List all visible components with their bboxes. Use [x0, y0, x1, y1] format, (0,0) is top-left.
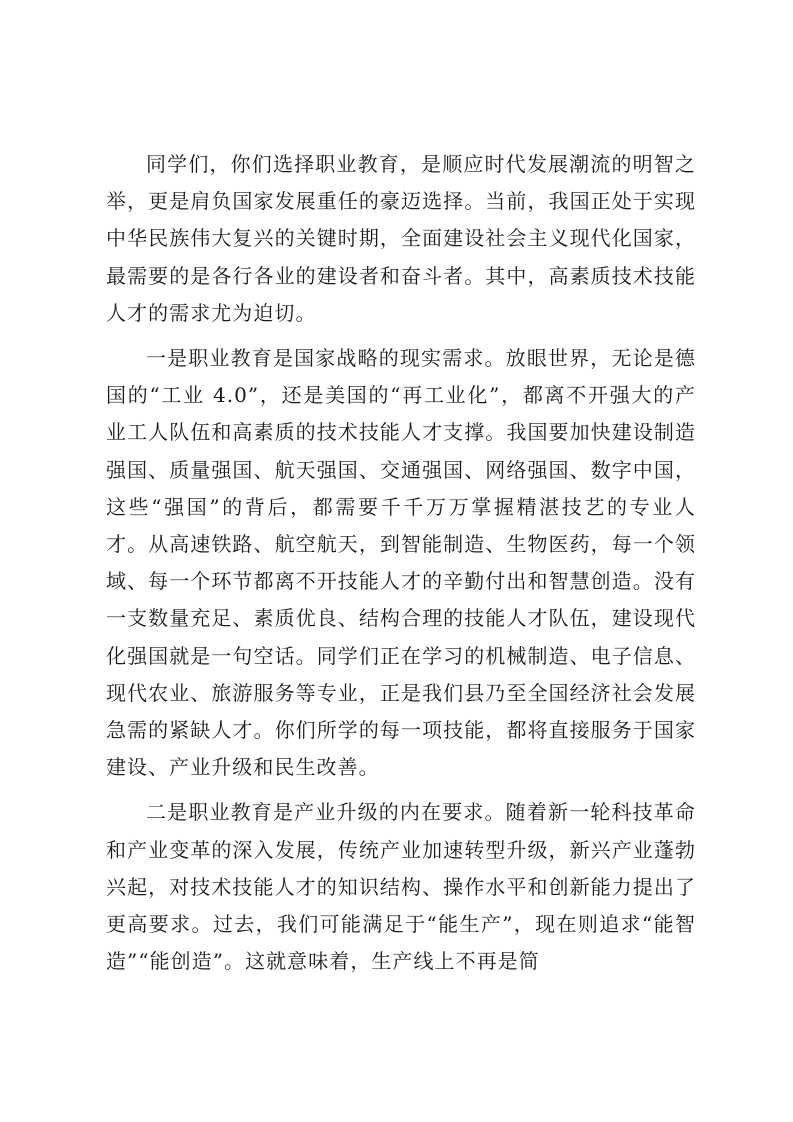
paragraph-industrial-upgrade: 二是职业教育是产业升级的内在要求。随着新一轮科技革命和产业变革的深入发展，传统产业加速转型升级，新兴产业蓬勃兴起，对技术技能人才的知识结构、操作水平和创新能力提出了更高要求。过去，我们可能满足于“能生产”，现在则追求“能智造”“能创造”。这就意味着，生产线上不再是简	[106, 800, 696, 974]
paragraph-national-strategy: 一是职业教育是国家战略的现实需求。放眼世界，无论是德国的“工业 4.0”，还是美国的“再工业化”，都离不开强大的产业工人队伍和高素质的技术技能人才支撑。我国要加快建设制造强国、质量强国、航天强国、交通强国、网络强国、数字中国，这些“强国”的背后，都需要千千万万掌握精湛技艺的专业人才。从高速铁路、航空航天，到智能制造、生物医药，每一个领域、每一个环节都离不开技能人才的辛勤付出和智慧创造。没有一支数量充足、素质优良、结构合理的技能人才队伍，建设现代化强国就是一句空话。同学们正在学习的机械制造、电子信息、现代农业、旅游服务等专业，正是我们县乃至全国经济社会发展急需的紧缺人才。你们所学的每一项技能，都将直接服务于国家建设、产业升级和民生改善。	[106, 346, 696, 780]
document-body	[106, 146, 696, 988]
paragraph-intro: 同学们，你们选择职业教育，是顺应时代发展潮流的明智之举，更是肩负国家发展重任的豪迈选择。当前，我国正处于实现中华民族伟大复兴的关键时期，全面建设社会主义现代化国家，最需要的是各行各业的建设者和奋斗者。其中，高素质技术技能人才的需求尤为迫切。	[106, 152, 696, 325]
